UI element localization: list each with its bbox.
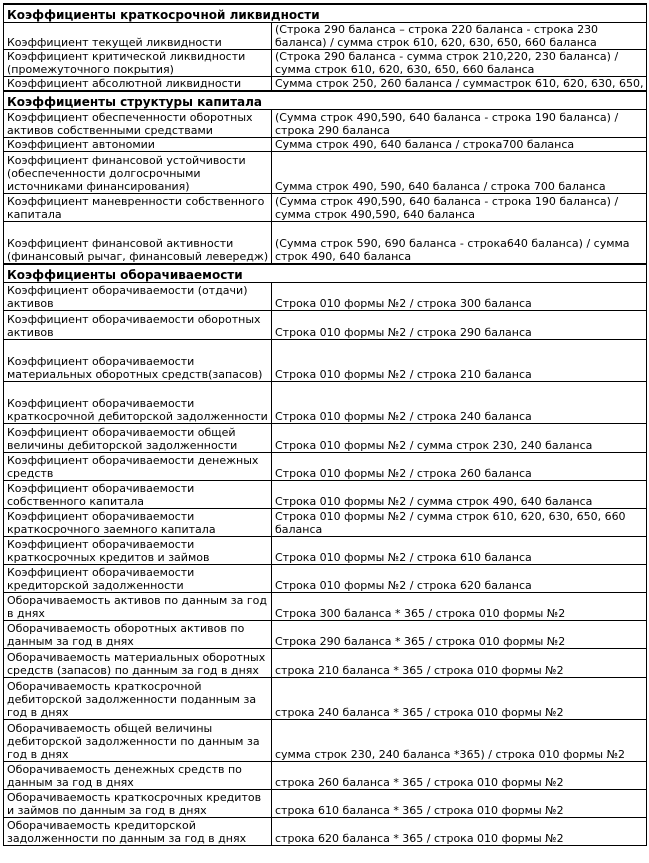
ratio-formula-cell: сумма строк 230, 240 баланса *365) / строка 010 формы №2	[272, 720, 647, 762]
table-row	[4, 481, 647, 509]
ratio-name-cell: Коэффициент оборачиваемости общей величины дебиторской задолженности	[4, 424, 272, 453]
ratio-name-cell: Коэффициент оборачиваемости (отдачи) активов	[4, 283, 272, 311]
ratio-formula-cell: (Строка 290 баланса – строка 220 баланса - строка 230 баланса) / сумма строк 610, 620, 630, 650, 660 баланса	[272, 22, 647, 49]
section-header-row	[4, 4, 647, 22]
ratio-name-cell: Оборачиваемость активов по данным за год в днях	[4, 593, 272, 621]
ratio-formula-cell: Строка 010 формы №2 / строка 240 баланса	[272, 382, 647, 424]
table-row	[4, 424, 647, 453]
ratio-formula-cell: (Сумма строк 590, 690 баланса - строка640 баланса) / сумма строк 490, 640 баланса	[272, 222, 647, 264]
ratio-name-cell: Коэффициент критической ликвидности (промежуточного покрытия)	[4, 49, 272, 76]
ratio-name-cell: Коэффициент финансовой устойчивости (обеспеченности долгосрочными источниками финансирования)	[4, 152, 272, 194]
ratio-formula-cell: строка 610 баланса * 365 / строка 010 формы №2	[272, 790, 647, 818]
table-row	[4, 762, 647, 790]
ratios-table-body	[4, 4, 647, 846]
ratio-name-cell: Коэффициент финансовой активности (финансовый рычаг, финансовый левередж)	[4, 222, 272, 264]
ratio-formula-cell: Сумма строк 490, 590, 640 баланса / строка 700 баланса	[272, 152, 647, 194]
section-title: Коэффициенты структуры капитала	[4, 91, 647, 110]
ratio-name-cell: Оборачиваемость общей величины дебиторской задолженности по данным за год в днях	[4, 720, 272, 762]
ratio-formula-cell: Строка 010 формы №2 / строка 610 баланса	[272, 537, 647, 565]
ratio-formula-cell: Строка 010 формы №2 / сумма строк 610, 620, 630, 650, 660 баланса	[272, 509, 647, 537]
ratio-formula-cell: Строка 010 формы №2 / строка 620 баланса	[272, 565, 647, 593]
table-row	[4, 537, 647, 565]
ratio-name-cell: Коэффициент оборачиваемости краткосрочного заемного капитала	[4, 509, 272, 537]
ratio-name-cell: Коэффициент текущей ликвидности	[4, 22, 272, 49]
table-row	[4, 49, 647, 76]
ratio-name-cell: Оборачиваемость денежных средств по данным за год в днях	[4, 762, 272, 790]
ratio-name-cell: Коэффициент оборачиваемости кредиторской задолженности	[4, 565, 272, 593]
table-row	[4, 311, 647, 340]
ratio-formula-cell: Строка 010 формы №2 / строка 300 баланса	[272, 283, 647, 311]
section-title: Коэффициенты краткосрочной ликвидности	[4, 4, 647, 22]
table-row	[4, 453, 647, 481]
table-row	[4, 76, 647, 91]
table-row	[4, 22, 647, 49]
table-row	[4, 340, 647, 382]
ratio-formula-cell: строка 260 баланса * 365 / строка 010 формы №2	[272, 762, 647, 790]
ratio-name-cell: Коэффициент абсолютной ликвидности	[4, 76, 272, 91]
ratio-name-cell: Коэффициент автономии	[4, 138, 272, 152]
section-title: Коэффициенты оборачиваемости	[4, 264, 647, 283]
table-row	[4, 194, 647, 222]
ratio-name-cell: Коэффициент оборачиваемости материальных оборотных средств(запасов)	[4, 340, 272, 382]
table-row	[4, 222, 647, 264]
ratio-formula-cell: (Строка 290 баланса - сумма строк 210,220, 230 баланса) / сумма строк 610, 620, 630, 650, 660 баланса	[272, 49, 647, 76]
ratio-formula-cell: Строка 290 баланса * 365 / строка 010 формы №2	[272, 621, 647, 649]
table-row	[4, 138, 647, 152]
ratios-sheet	[3, 3, 646, 846]
ratio-name-cell: Коэффициент оборачиваемости краткосрочной дебиторской задолженности	[4, 382, 272, 424]
ratios-table	[3, 3, 647, 846]
table-row	[4, 382, 647, 424]
ratio-name-cell: Коэффициент оборачиваемости собственного капитала	[4, 481, 272, 509]
ratio-name-cell: Коэффициент оборачиваемости денежных средств	[4, 453, 272, 481]
table-row	[4, 818, 647, 846]
ratio-name-cell: Коэффициент оборачиваемости краткосрочных кредитов и займов	[4, 537, 272, 565]
ratio-formula-cell: Строка 010 формы №2 / сумма строк 490, 640 баланса	[272, 481, 647, 509]
ratio-formula-cell: строка 210 баланса * 365 / строка 010 формы №2	[272, 649, 647, 678]
ratio-formula-cell: строка 620 баланса * 365 / строка 010 формы №2	[272, 818, 647, 846]
ratio-name-cell: Оборачиваемость краткосрочной дебиторской задолженности поданным за год в днях	[4, 678, 272, 720]
ratio-formula-cell: Сумма строк 490, 640 баланса / строка700 баланса	[272, 138, 647, 152]
ratio-name-cell: Оборачиваемость кредиторской задолженности по данным за год в днях	[4, 818, 272, 846]
table-row	[4, 110, 647, 138]
table-row	[4, 678, 647, 720]
ratio-formula-cell: (Сумма строк 490,590, 640 баланса - строка 190 баланса) / строка 290 баланса	[272, 110, 647, 138]
ratio-name-cell: Оборачиваемость краткосрочных кредитов и займов по данным за год в днях	[4, 790, 272, 818]
table-row	[4, 790, 647, 818]
table-row	[4, 593, 647, 621]
table-row	[4, 152, 647, 194]
ratio-name-cell: Коэффициент оборачиваемости оборотных активов	[4, 311, 272, 340]
ratio-formula-cell: Строка 010 формы №2 / строка 210 баланса	[272, 340, 647, 382]
table-row	[4, 720, 647, 762]
ratio-formula-cell: Строка 010 формы №2 / строка 260 баланса	[272, 453, 647, 481]
section-header-row	[4, 91, 647, 110]
ratio-formula-cell: Строка 010 формы №2 / строка 290 баланса	[272, 311, 647, 340]
ratio-formula-cell: Сумма строк 250, 260 баланса / суммастрок 610, 620, 630, 650,	[272, 76, 647, 91]
table-row	[4, 621, 647, 649]
ratio-name-cell: Коэффициент обеспеченности оборотных активов собственными средствами	[4, 110, 272, 138]
table-row	[4, 565, 647, 593]
table-row	[4, 283, 647, 311]
ratio-formula-cell: Строка 010 формы №2 / сумма строк 230, 240 баланса	[272, 424, 647, 453]
ratio-formula-cell: Строка 300 баланса * 365 / строка 010 формы №2	[272, 593, 647, 621]
table-row	[4, 509, 647, 537]
ratio-name-cell: Оборачиваемость материальных оборотных средств (запасов) по данным за год в днях	[4, 649, 272, 678]
ratio-formula-cell: строка 240 баланса * 365 / строка 010 формы №2	[272, 678, 647, 720]
table-row	[4, 649, 647, 678]
ratio-name-cell: Оборачиваемость оборотных активов по данным за год в днях	[4, 621, 272, 649]
section-header-row	[4, 264, 647, 283]
ratio-name-cell: Коэффициент маневренности собственного капитала	[4, 194, 272, 222]
ratio-formula-cell: (Сумма строк 490,590, 640 баланса - строка 190 баланса) / сумма строк 490,590, 640 баланса	[272, 194, 647, 222]
